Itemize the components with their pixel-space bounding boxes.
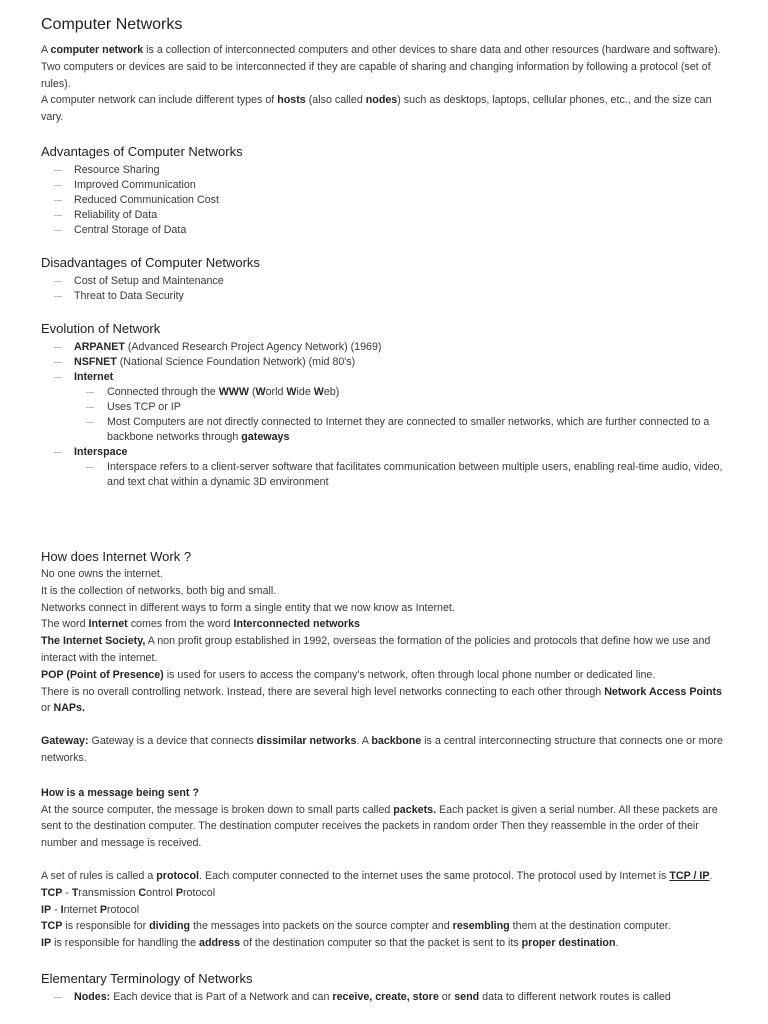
message-heading: How is a message being sent ? [41,786,199,799]
intro-paragraph-1: A computer network is a collection of interconnected computers and other devices to share data and other resources (hardware and software). [41,44,721,56]
advantages-heading: Advantages of Computer Networks [41,143,243,159]
how-line-5: The Internet Society, A non profit group established in 1992, overseas the formation of the policies and protocols that define how we use and interact with the internet. [41,635,711,664]
intro-paragraph-2: Two computers or devices are said to be interconnected if they are capable of sharing and changing information by following a protocol (set of rules). [41,60,711,90]
how-internet-works-heading: How does Internet Work ? [41,548,192,564]
how-line-3: Networks connect in different ways to form a single entity that we now know as Internet. [41,601,455,614]
list-item-nsfnet: NSFNET (National Science Foundation Network) (mid 80's) [41,355,728,370]
how-line-1: No one owns the internet. [41,567,163,580]
list-item: Most Computers are not directly connected to Internet they are connected to smaller networks, which are further connected to a backbone networks through gateways [74,415,728,445]
internet-sublist [74,385,728,445]
interspace-sublist [74,460,728,490]
gateway-paragraph: Gateway: Gateway is a device that connects dissimilar networks. A backbone is a central interconnecting structure that connects one or more networks. [41,735,723,764]
terminology-list [41,990,728,1005]
how-line-2: It is the collection of networks, both big and small. [41,584,277,597]
how-line-4: The word Internet comes from the word Interconnected networks [41,618,360,631]
ip-responsibility: IP is responsible for handling the address of the destination computer so that the packet is sent to its proper destination. [41,937,619,950]
disadvantages-list [41,274,728,304]
list-item: Reduced Communication Cost [41,193,728,208]
list-item-interspace: Interspace Interspace refers to a client-server software that facilitates communication between multiple users, enabling real-time audio, video, and text chat within a dynamic 3D environment [41,445,728,490]
list-item: Reliability of Data [41,208,728,223]
list-item: Improved Communication [41,178,728,193]
list-item: Resource Sharing [41,163,728,178]
evolution-list [41,340,728,490]
list-item: Uses TCP or IP [74,400,728,415]
how-line-7: There is no overall controlling network. Instead, there are several high level networks connecting to each other through Network Access Points or NAPs. [41,685,723,715]
ip-definition: IP - Internet Protocol [41,903,140,916]
list-item-nodes: Nodes: Each device that is Part of a Network and can receive, create, store or send data to different network routes is called [41,990,728,1005]
list-item: Central Storage of Data [41,223,728,238]
tcp-definition: TCP - Transmission Control Protocol [41,886,216,899]
message-paragraph: At the source computer, the message is broken down to small parts called packets. Each packet is given a serial number. All these packets are sent to the destination computer. The destination computer receives the packets in random order Then they reassemble in the order of their number and message is received. [41,803,718,850]
list-item: Threat to Data Security [41,289,728,304]
protocol-paragraph: A set of rules is called a protocol. Each computer connected to the internet uses the same protocol. The protocol used by Internet is TCP / IP. [41,869,713,882]
terminology-heading: Elementary Terminology of Networks [41,970,253,986]
intro-paragraph-3: A computer network can include different types of hosts (also called nodes) such as desktops, laptops, cellular phones, etc., and the size can vary. [41,94,712,124]
advantages-list [41,163,728,238]
evolution-heading: Evolution of Network [41,320,161,336]
page-title: Computer Networks [41,16,183,33]
list-item: Interspace refers to a client-server software that facilitates communication between multiple users, enabling real-time audio, video, and text chat within a dynamic 3D environment [74,460,728,490]
tcp-responsibility: TCP is responsible for dividing the messages into packets on the source compter and resembling them at the destination computer. [41,920,671,933]
how-line-6: POP (Point of Presence) is used for users to access the company's network, often through local phone number or dedicated line. [41,668,656,681]
list-item: Cost of Setup and Maintenance [41,274,728,289]
list-item-arpanet: ARPANET (Advanced Research Project Agency Network) (1969) [41,340,728,355]
list-item: Connected through the WWW (World Wide Web) [74,385,728,400]
list-item-internet: Internet Connected through the WWW (World Wide Web) Uses TCP or IP Most Computers are not directly connected to Internet they are connected to smaller networks, which are further connected to a backbone networks through gateways [41,370,728,445]
disadvantages-heading: Disadvantages of Computer Networks [41,254,260,270]
